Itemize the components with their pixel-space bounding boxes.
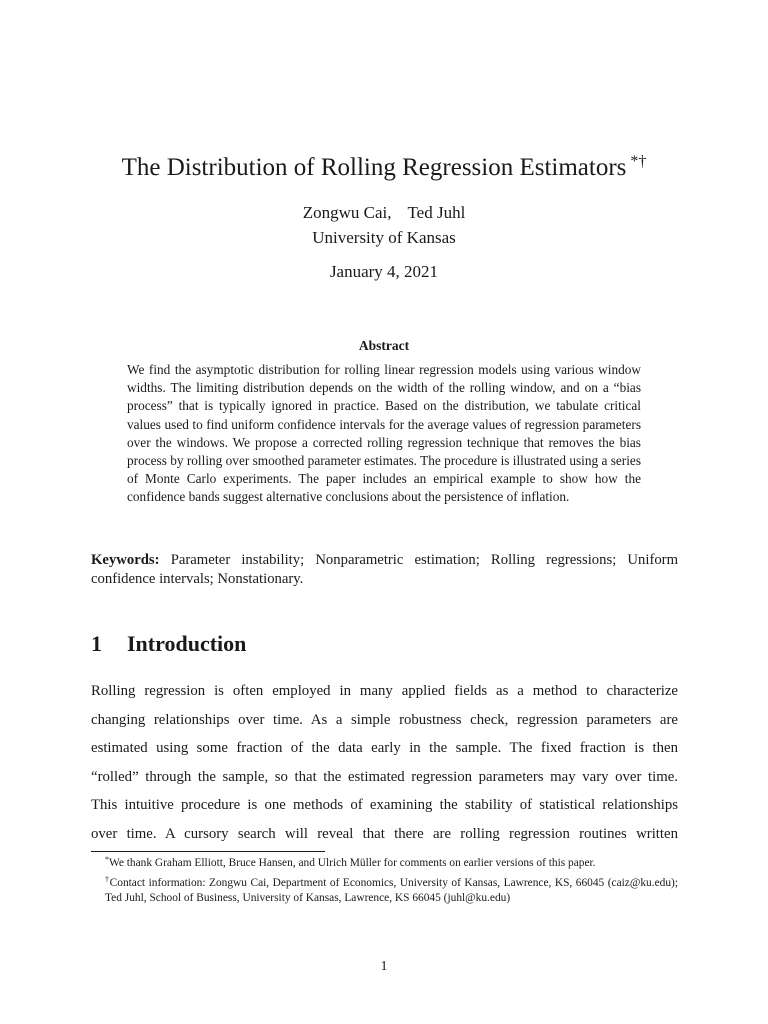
body-text-line: “rolled” through the sample, so that the estimated regression parameters may vary over time. (91, 768, 678, 785)
abstract-heading: Abstract (358, 338, 410, 353)
body-text-line: This intuitive procedure is one methods of examining the stability of statistical relationships (91, 797, 678, 813)
body-text-line: over time. A cursory search will reveal that there are rolling regression routines written (91, 825, 678, 842)
footnote-mark: † (105, 874, 110, 884)
introduction-paragraph (91, 677, 678, 848)
footnotes (91, 852, 678, 907)
author-name: Zongwu Cai, (302, 203, 392, 222)
abstract-text: We find the asymptotic distribution for rolling linear regression models using various window widths. The limiting distribution depends on the width of the rolling window, and on a “bias process” that is typically ignored in practice. Based on the distribution, we tabulate critical values used to find uniform confidence intervals for the average values of regression parameters over the windows. We propose a corrected rolling regression technique that removes the bias process by rolling over smoothed parameter estimates. The procedure is illustrated using a series of Monte Carlo experiments. The paper includes an empirical example to show how the confidence bands suggest alternative conclusions about the persistence of inflation. (127, 362, 641, 505)
paper-title (0, 144, 768, 186)
author-affiliation: University of Kansas (312, 228, 456, 247)
keywords-text: Parameter instability; Nonparametric estimation; Rolling regressions; Uniform confidence intervals; Nonstationary. (91, 552, 679, 587)
author-name: Ted Juhl (407, 203, 466, 222)
footnote-text: Contact information: Zongwu Cai, Department of Economics, University of Kansas, Lawrence, KS, 66045 (caiz@ku.edu); Ted Juhl, School of Business, University of Kansas, Lawrence, KS 66045 (juhl@ku.edu) (105, 876, 678, 905)
footnote-mark: * (105, 855, 109, 864)
paper-title-text: The Distribution of Rolling Regression Estimators (121, 154, 627, 181)
page-number: 1 (380, 959, 388, 974)
body-text-line: estimated using some fraction of the data early in the sample. The fixed fraction is then (91, 740, 678, 756)
footnote (91, 852, 678, 872)
keywords-label: Keywords: (91, 552, 160, 568)
paper-date: January 4, 2021 (329, 262, 439, 281)
section-heading (91, 630, 246, 658)
keywords-paragraph (91, 551, 678, 589)
section-title: Introduction (127, 631, 247, 656)
section-number: 1 (91, 631, 102, 656)
body-text-line: changing relationships over time. As a simple robustness check, regression parameters are (91, 711, 678, 728)
footnote-text: We thank Graham Elliott, Bruce Hansen, and Ulrich Müller for comments on earlier versions of this paper. (109, 857, 596, 869)
author-names (0, 200, 768, 225)
footnote (91, 872, 678, 907)
title-footnote-marks: *† (630, 153, 647, 170)
author-block (0, 200, 768, 250)
body-text-line: Rolling regression is often employed in many applied fields as a method to characterize (91, 683, 678, 699)
